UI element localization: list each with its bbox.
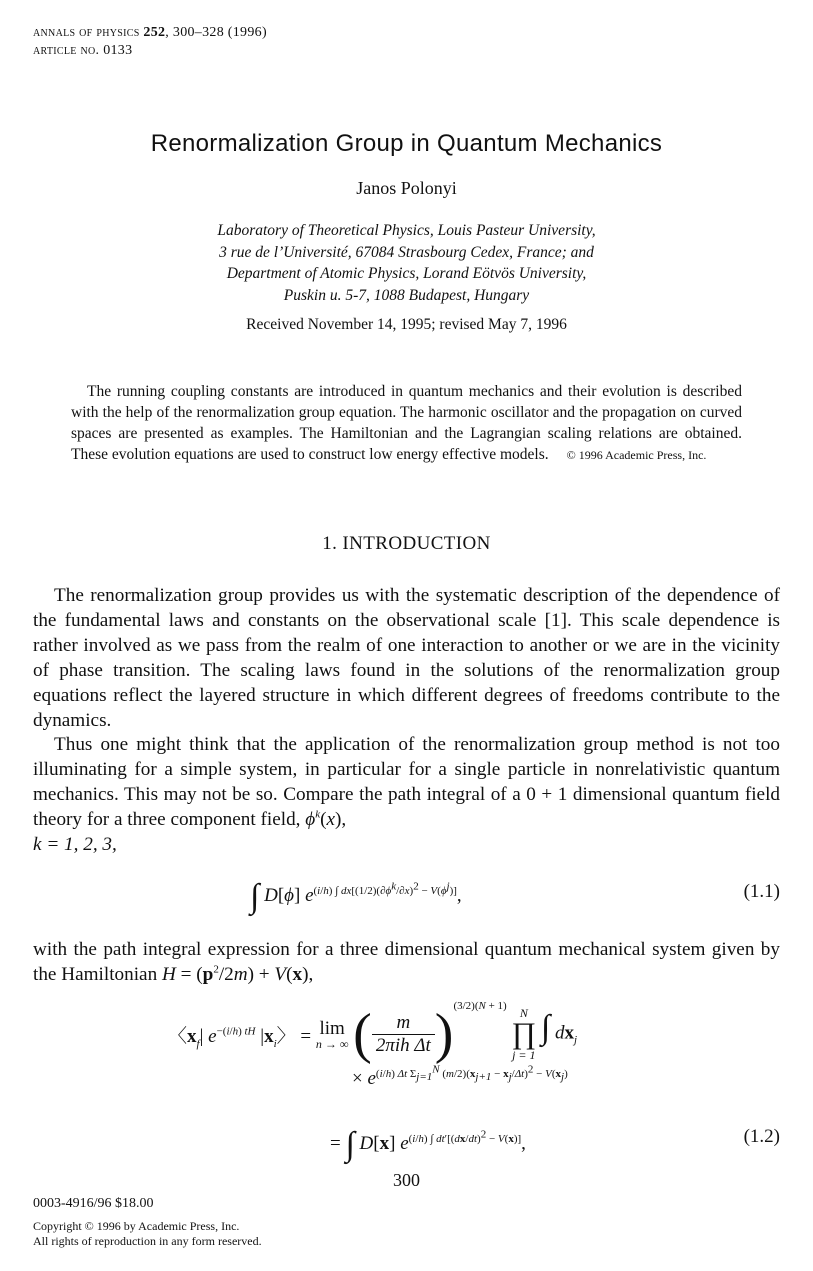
paragraph-2: Thus one might think that the application of the renormalization group method is not too illuminating for a simple system, in particular for a single particle in nonrelativistic quantum mechanics. This may not be so. Compare the path integral of a 0 + 1 dimensional quantum field theory for a three component field, $\phi^k(x)$,: [33, 734, 780, 831]
abstract-text: The running coupling constants are introduced in quantum mechanics and their evolution is described with the help of the renormalization group equation. The harmonic oscillator and the propagation on curved spaces are presented as examples. The Hamiltonian and the Lagrangian scaling relations are obtained. These evolution equations are used to construct low energy effective models.: [71, 383, 742, 463]
article-number: [33, 42, 132, 60]
paragraph-2-end: k = 1, 2, 3,: [33, 834, 117, 856]
equation-1-1: ∫ D[ϕ] $e^{(i/h) \int dx[(1/2)(\partial\phi^k/\partial x)^2 - V(\phi^j)]}$,: [250, 878, 462, 915]
affiliation-line-1: Laboratory of Theoretical Physics, Louis Pasteur University,: [217, 222, 596, 239]
journal-header: [33, 24, 267, 42]
paragraph-3-text: with the path integral expression for a three dimensional quantum mechanical system given by the Hamiltonian: [33, 939, 780, 985]
paper-author: Janos Polonyi: [356, 178, 457, 198]
footer-rights: All rights of reproduction in any form reserved.: [33, 1234, 262, 1248]
affiliation-line-4: Puskin u. 5-7, 1088 Budapest, Hungary: [283, 287, 530, 304]
body-text: [33, 584, 780, 858]
equation-1-1-number: (1.1): [743, 881, 780, 902]
page-number: 300: [393, 1170, 420, 1190]
equation-1-2-number: (1.2): [743, 1126, 780, 1147]
paragraph-3: with the path integral expression for a three dimensional quantum mechanical system given by the Hamiltonian $H = (p^2/2m) + V(x)$,: [33, 939, 780, 985]
abstract-copyright: © 1996 Academic Press, Inc.: [566, 448, 707, 462]
article-number-value: 0133: [103, 43, 133, 58]
paper-title: Renormalization Group in Quantum Mechanics: [150, 130, 663, 157]
received-dates: Received November 14, 1995; revised May 7, 1996: [246, 316, 567, 333]
footer-copyright: Copyright © 1996 by Academic Press, Inc.: [33, 1219, 240, 1233]
article-number-label: article no.: [33, 43, 100, 58]
section-heading: 1. INTRODUCTION: [322, 533, 491, 554]
paragraph-2-text: Thus one might think that the application of the renormalization group method is not too illuminating for a simple system, in particular for a single particle in nonrelativistic quantum mechanics. This may not be so. Compare the path integral of a 0 + 1 dimensional quantum field theory for a three component field,: [33, 734, 780, 831]
journal-pages-year: , 300–328 (1996): [165, 25, 267, 40]
equation-1-2-line-2: × $e^{(i/h) \Delta t \Sigma_{j=1}^N (m/2)(x_{j+1} - x_j/\Delta t)^2 - V(x_j)}$: [352, 1063, 568, 1089]
journal-volume: 252: [143, 25, 166, 40]
equation-1-2-line-1: 〈$x_f|$ $e^{-(i/h) tH}$ $|x_i$〉 = lim n → ∞ ( $\frac{m}{\text{2πih Δt}}$ )$^{(3/2)(N + 1)}$ N ∏ j = 1 ∫ $dx_j$: [168, 1000, 578, 1065]
affiliation-line-2: 3 rue de l’Université, 67084 Strasbourg Cedex, France; and: [219, 244, 594, 261]
equation-1-2-line-3: = ∫ D[x] $e^{(i/h) \int dt'[(dx/dt)^2 - V(x)]}$,: [330, 1126, 526, 1163]
paragraph-1: The renormalization group provides us with the systematic description of the dependence of the fundamental laws and constants on the observational scale [1]. This scale dependence is rather involved as we pass from the realm of one interaction to another or we are in the vicinity of phase transition. The scaling laws found in the solutions of the renormalization group equations reflect the layered structure in which different degrees of freedoms contribute to the dynamics.: [33, 585, 780, 731]
journal-name: annals of physics: [33, 25, 140, 40]
footer-issn-price: 0003-4916/96 $18.00: [33, 1196, 154, 1211]
affiliation-line-3: Department of Atomic Physics, Lorand Eötvös University,: [226, 265, 587, 282]
abstract: [71, 381, 742, 466]
